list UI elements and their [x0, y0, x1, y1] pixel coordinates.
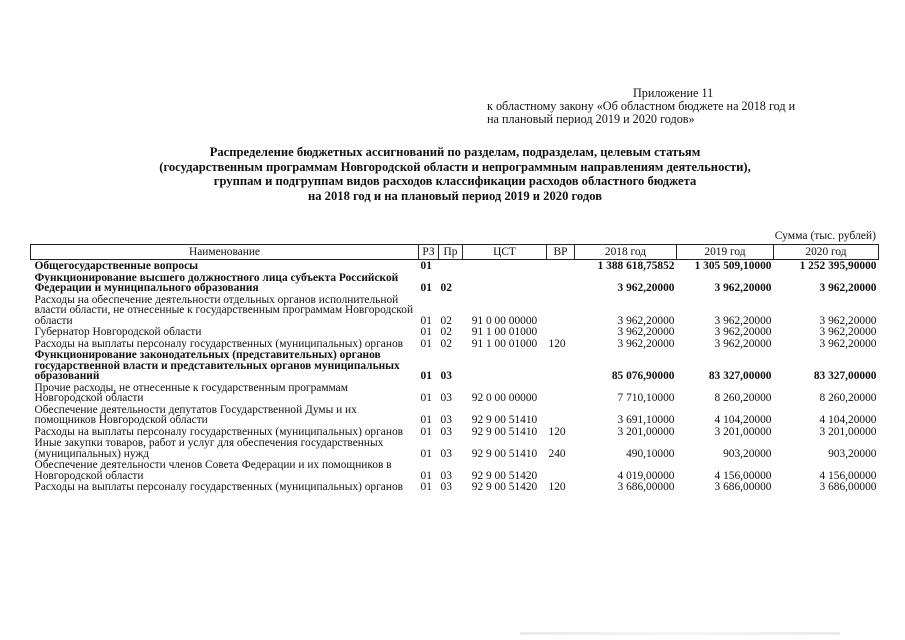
row-name: Обеспечение деятельности членов Совета Федерации и их помощников в Новгородской области [34, 459, 392, 482]
table-row [31, 326, 879, 338]
title-line-1: Распределение бюджетных ассигнований по разделам, подразделам, целевым статьям [209, 145, 701, 159]
header-vr: ВР [547, 245, 575, 260]
row-rz: 01 [420, 447, 432, 460]
row-rz: 01 [420, 469, 432, 482]
table-row [31, 349, 879, 382]
row-vr [547, 459, 575, 481]
row-rz: 01 [420, 282, 432, 294]
row-pr: 03 [440, 425, 452, 438]
row-name: Прочие расходы, не отнесенные к государственным программам Новгородской области [34, 381, 348, 404]
row-pr: 03 [440, 447, 452, 460]
scan-artifact [520, 632, 840, 635]
row-2020: 3 962,20000 [819, 282, 877, 294]
row-2019: 1 305 509,10000 [694, 260, 772, 272]
row-cst: 91 1 00 01000 [471, 326, 538, 338]
row-2019: 4 156,00000 [714, 469, 772, 482]
document-title [60, 145, 850, 203]
row-vr [547, 326, 575, 338]
row-pr: 03 [440, 370, 452, 382]
row-2018: 3 201,00000 [617, 425, 675, 438]
row-cst: 91 0 00 00000 [471, 314, 538, 327]
row-2018: 1 388 618,75852 [597, 260, 675, 272]
table-row [31, 404, 879, 426]
row-2019: 3 962,20000 [714, 314, 772, 327]
row-2020: 4 156,00000 [819, 469, 877, 482]
row-2018: 3 962,20000 [617, 282, 675, 294]
row-2019: 83 327,00000 [708, 370, 772, 382]
row-pr: 03 [440, 414, 452, 426]
row-vr [547, 404, 575, 426]
row-2019: 903,20000 [723, 447, 772, 460]
row-cst [463, 349, 547, 382]
table-row [31, 426, 879, 438]
row-pr [439, 260, 463, 272]
table-row [31, 481, 879, 493]
row-vr [547, 294, 575, 327]
title-line-4: на 2018 год и на плановый период 2019 и 2020 годов [307, 188, 603, 203]
row-2018: 3 962,20000 [617, 326, 675, 338]
header-rz: РЗ [419, 245, 439, 260]
row-2018: 490,10000 [626, 447, 675, 460]
table-header-row [31, 245, 879, 260]
title-line-2: (государственным программам Новгородской области и непрограммным направлениям деятельности), [159, 159, 751, 174]
row-2018: 3 962,20000 [617, 314, 675, 327]
row-name: Функционирование законодательных (представительных) органов государственной власти и представительных органов муниципальных образований [34, 349, 400, 382]
row-pr: 03 [440, 392, 452, 404]
appendix-number: Приложение 11 [633, 86, 714, 100]
row-vr: 120 [548, 425, 566, 438]
row-2019: 3 962,20000 [714, 337, 772, 350]
row-vr: 120 [548, 337, 566, 350]
row-2019: 3 201,00000 [714, 425, 772, 438]
row-pr: 02 [440, 337, 452, 350]
row-cst [463, 260, 547, 272]
table-row [31, 294, 879, 327]
row-vr: 240 [548, 447, 566, 460]
row-2020: 1 252 395,90000 [799, 260, 877, 272]
row-cst: 92 9 00 51410 [471, 414, 538, 426]
header-2018: 2018 год [575, 245, 677, 260]
row-2019: 3 962,20000 [714, 282, 772, 294]
row-pr: 02 [440, 326, 452, 338]
row-pr: 02 [440, 314, 452, 327]
row-rz: 01 [420, 414, 432, 426]
row-2020: 3 962,20000 [819, 337, 877, 350]
row-2019: 8 260,20000 [714, 392, 772, 404]
header-cst: ЦСТ [463, 245, 547, 260]
row-pr: 02 [440, 282, 452, 294]
row-name: Губернатор Новгородской области [34, 326, 202, 338]
row-2020: 3 201,00000 [819, 425, 877, 438]
row-2020: 83 327,00000 [813, 370, 877, 382]
table-row [31, 338, 879, 350]
units-label: Сумма (тыс. рублей) [774, 229, 876, 242]
row-cst: 92 9 00 51410 [471, 447, 538, 460]
budget-table [30, 244, 879, 493]
row-2018: 3 691,10000 [617, 414, 675, 426]
row-2019: 4 104,20000 [714, 414, 772, 426]
row-pr: 03 [440, 469, 452, 482]
row-2018: 3 686,00000 [617, 481, 675, 493]
row-name: Функционирование высшего должностного лица субъекта Российской Федерации и муниципального образования [34, 271, 399, 294]
row-name: Обеспечение деятельности депутатов Государственной Думы и их помощников Новгородской области [34, 403, 357, 426]
row-pr: 03 [440, 481, 452, 493]
row-2020: 3 686,00000 [819, 481, 877, 493]
table-row [31, 272, 879, 294]
header-name: Наименование [31, 245, 419, 260]
table-row [31, 260, 879, 272]
row-name: Иные закупки товаров, работ и услуг для обеспечения государственных (муниципальных) нужд [34, 437, 384, 460]
row-rz: 01 [420, 370, 432, 382]
row-rz: 01 [420, 337, 432, 350]
row-name: Общегосударственные вопросы [34, 260, 199, 272]
row-2018: 85 076,90000 [611, 370, 675, 382]
row-name: Расходы на обеспечение деятельности отдельных органов исполнительной власти области, не отнесенные к государственным программам Новгородской области [34, 293, 414, 327]
row-2018: 7 710,10000 [617, 392, 675, 404]
row-vr: 120 [548, 481, 566, 493]
row-cst: 91 1 00 01000 [471, 337, 538, 350]
appendix-law-ref-line1: к областному закону «Об областном бюджете на 2018 год и [487, 99, 796, 113]
row-2020: 903,20000 [828, 447, 877, 460]
row-cst: 92 9 00 51420 [471, 469, 538, 482]
row-2020: 4 104,20000 [819, 414, 877, 426]
row-vr [547, 272, 575, 294]
title-line-3: группам и подгруппам видов расходов классификации расходов областного бюджета [213, 174, 697, 188]
header-2020: 2020 год [774, 245, 879, 260]
appendix-law-ref-line2: на плановый период 2019 и 2020 годов» [487, 112, 695, 126]
row-vr [547, 260, 575, 272]
table-row [31, 437, 879, 459]
row-cst: 92 9 00 51410 [471, 425, 538, 438]
table-row [31, 382, 879, 404]
row-rz: 01 [420, 314, 432, 327]
row-vr [547, 349, 575, 382]
row-cst: 92 9 00 51420 [471, 481, 538, 493]
header-2019: 2019 год [677, 245, 774, 260]
row-name: Расходы на выплаты персоналу государственных (муниципальных) органов [34, 481, 404, 493]
row-name: Расходы на выплаты персоналу государственных (муниципальных) органов [34, 425, 404, 438]
row-rz: 01 [420, 326, 432, 338]
header-pr: Пр [439, 245, 463, 260]
row-2019: 3 686,00000 [714, 481, 772, 493]
row-2020: 3 962,20000 [819, 314, 877, 327]
appendix-note [487, 87, 795, 126]
row-name: Расходы на выплаты персоналу государственных (муниципальных) органов [34, 337, 404, 350]
row-vr [547, 382, 575, 404]
row-2020: 3 962,20000 [819, 326, 877, 338]
row-2018: 3 962,20000 [617, 337, 675, 350]
row-rz: 01 [420, 425, 432, 438]
row-cst [463, 272, 547, 294]
row-rz: 01 [420, 392, 432, 404]
row-2019: 3 962,20000 [714, 326, 772, 338]
row-rz: 01 [420, 260, 432, 272]
row-cst: 92 0 00 00000 [471, 392, 538, 404]
table-row [31, 459, 879, 481]
row-2020: 8 260,20000 [819, 392, 877, 404]
row-2018: 4 019,00000 [617, 469, 675, 482]
row-rz: 01 [420, 481, 432, 493]
